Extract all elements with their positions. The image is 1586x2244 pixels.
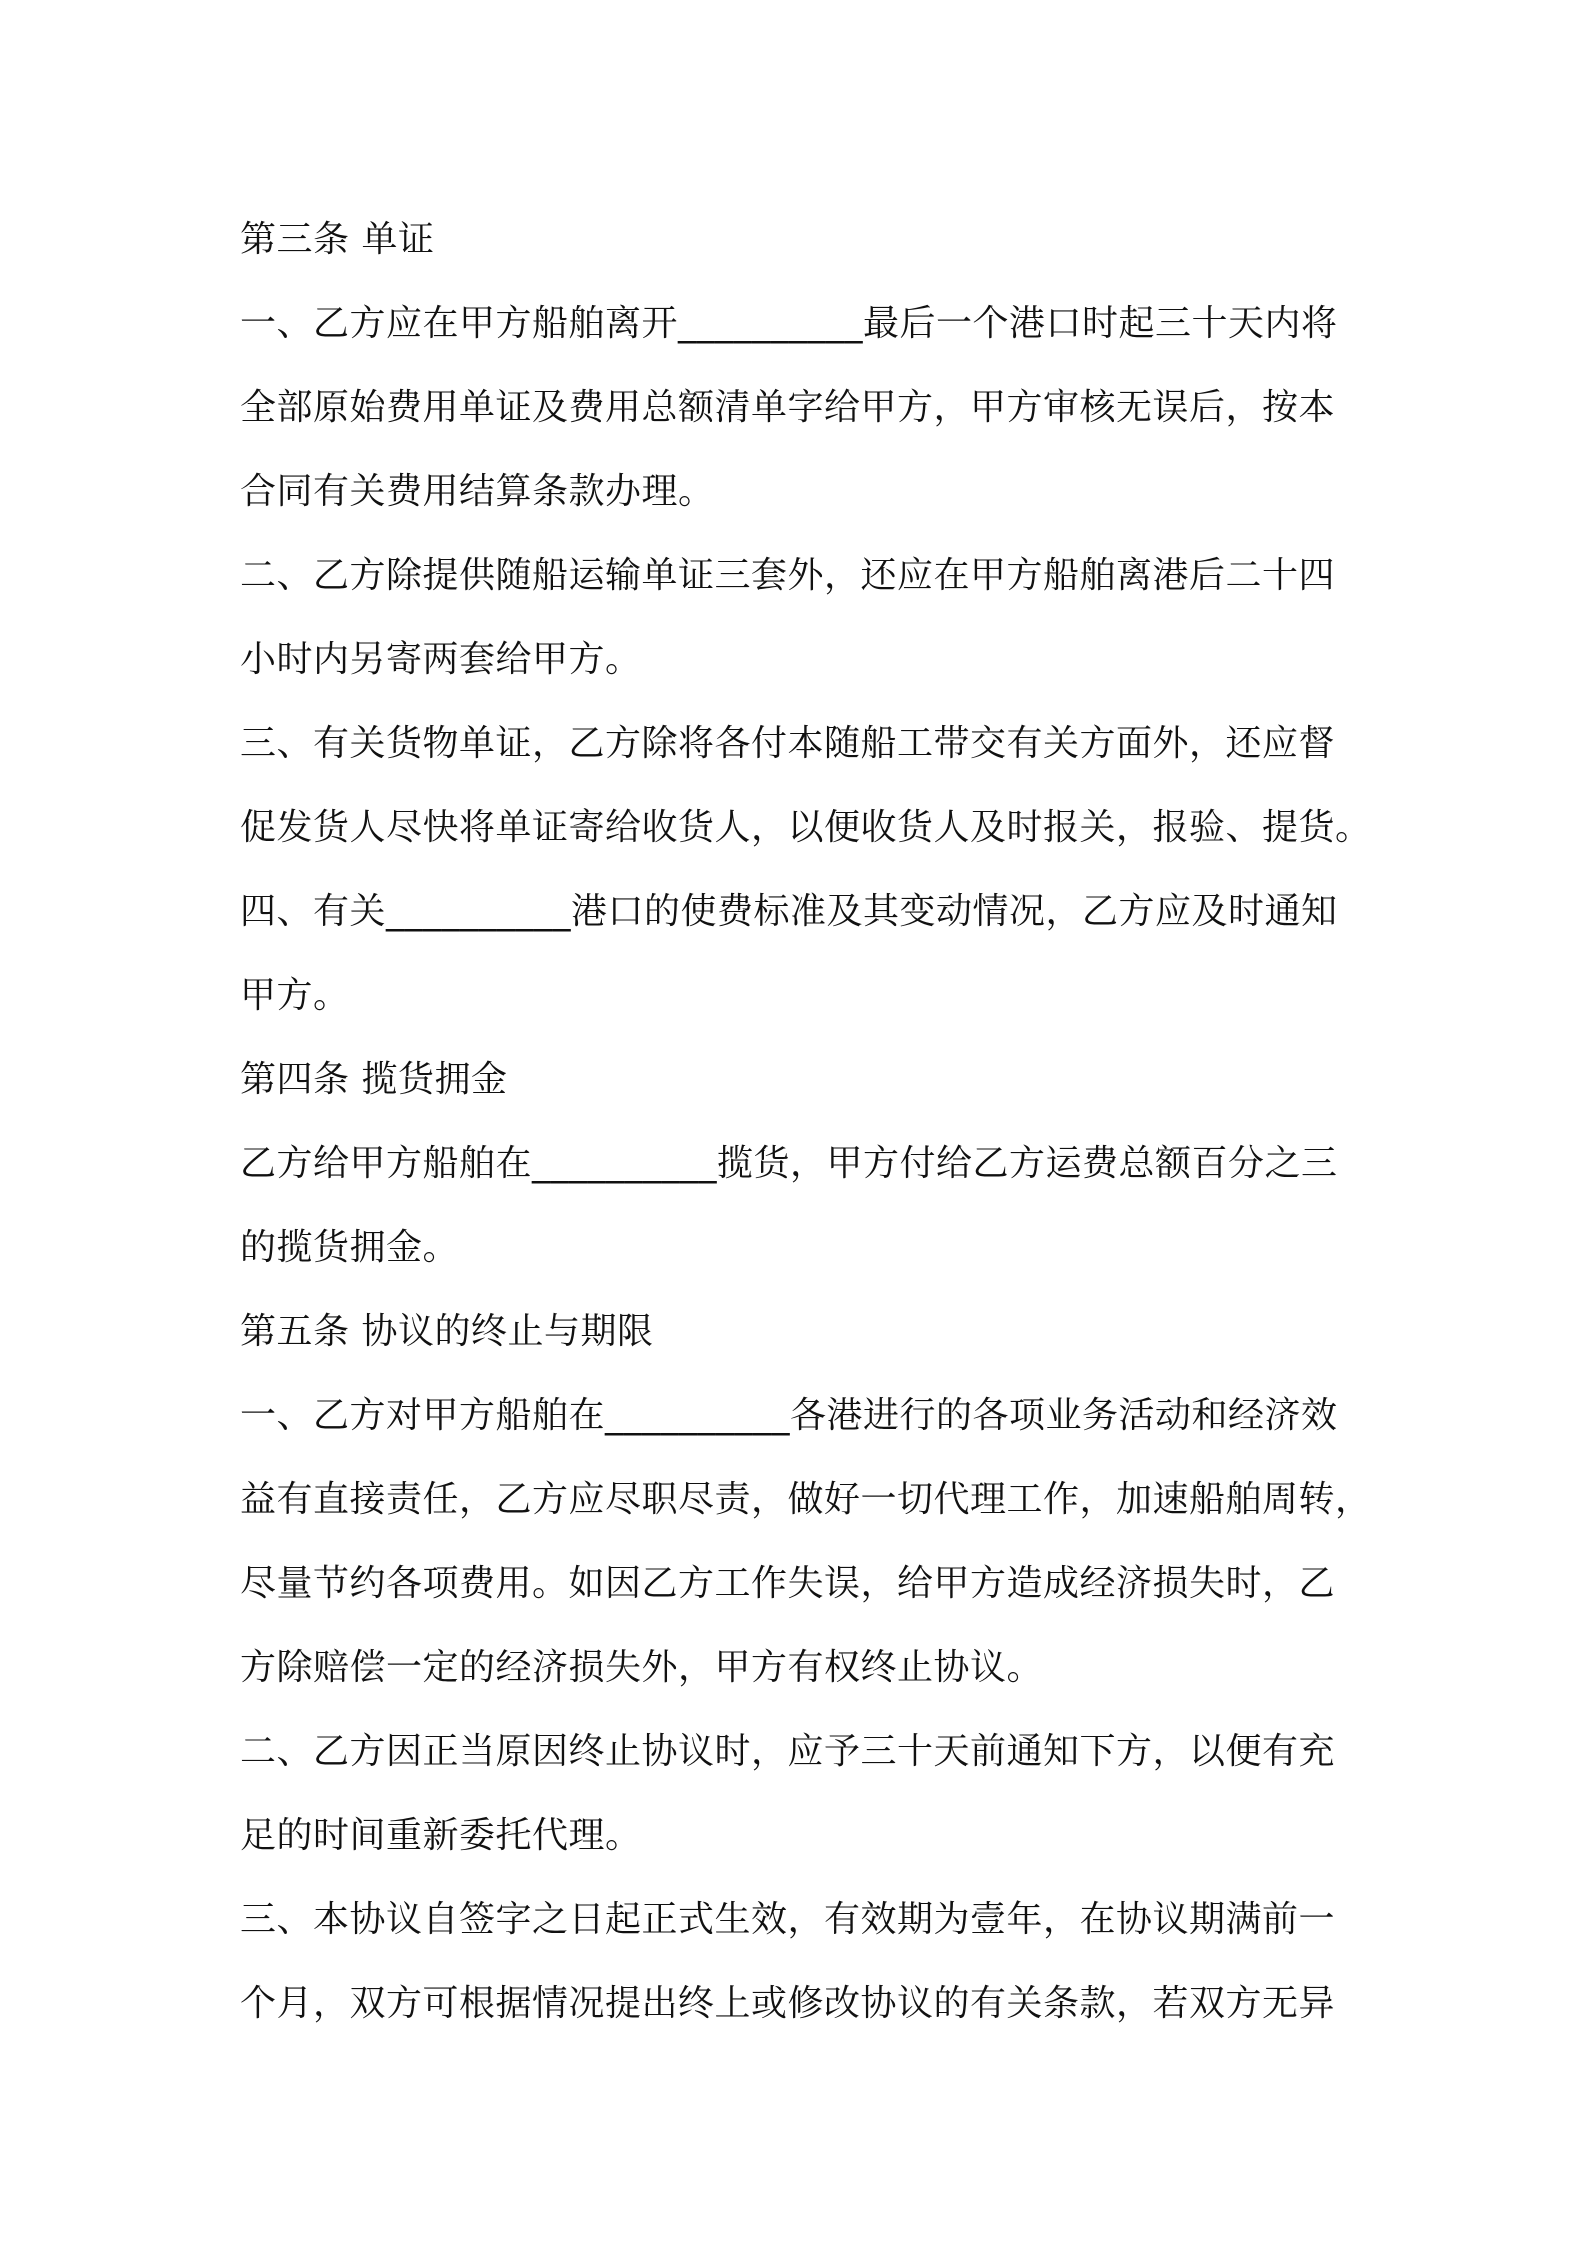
text-line: 的揽货拥金。 xyxy=(240,1227,460,1268)
text-line: 二、乙方除提供随船运输单证三套外，还应在甲方船舶离港后二十四 xyxy=(240,555,1336,596)
text-line: 三、本协议自签字之日起正式生效，有效期为壹年，在协议期满前一 xyxy=(240,1899,1336,1940)
text-line: 尽量节约各项费用。如因乙方工作失误，给甲方造成经济损失时，乙 xyxy=(240,1563,1336,1604)
article-5-heading: 第五条 协议的终止与期限 xyxy=(240,1311,654,1352)
text-line: 甲方。 xyxy=(240,975,350,1016)
text-line: 三、有关货物单证，乙方除将各付本随船工带交有关方面外，还应督 xyxy=(240,723,1336,764)
text-line: 一、乙方对甲方船舶在__________各港进行的各项业务活动和经济效 xyxy=(240,1395,1338,1436)
article-4-heading: 第四条 揽货拥金 xyxy=(240,1059,508,1100)
text-line: 方除赔偿一定的经济损失外，甲方有权终止协议。 xyxy=(240,1647,1044,1688)
text-line: 小时内另寄两套给甲方。 xyxy=(240,639,642,680)
text-line: 合同有关费用结算条款办理。 xyxy=(240,471,715,512)
text-line: 个月，双方可根据情况提出终上或修改协议的有关条款，若双方无异 xyxy=(240,1983,1336,2024)
text-line: 促发货人尽快将单证寄给收货人，以便收货人及时报关，报验、提货。 xyxy=(240,807,1372,848)
text-line: 二、乙方因正当原因终止协议时，应予三十天前通知下方，以便有充 xyxy=(240,1731,1336,1772)
text-line: 一、乙方应在甲方船舶离开__________最后一个港口时起三十天内将 xyxy=(240,303,1338,344)
text-line: 足的时间重新委托代理。 xyxy=(240,1815,642,1856)
text-line: 益有直接责任，乙方应尽职尽责，做好一切代理工作，加速船舶周转， xyxy=(240,1479,1372,1520)
article-3-heading: 第三条 单证 xyxy=(240,219,435,260)
text-line: 全部原始费用单证及费用总额清单字给甲方，甲方审核无误后，按本 xyxy=(240,387,1336,428)
text-line: 乙方给甲方船舶在__________揽货，甲方付给乙方运费总额百分之三 xyxy=(240,1143,1338,1184)
document-body xyxy=(240,198,1372,2046)
text-line: 四、有关__________港口的使费标准及其变动情况，乙方应及时通知 xyxy=(240,891,1338,932)
